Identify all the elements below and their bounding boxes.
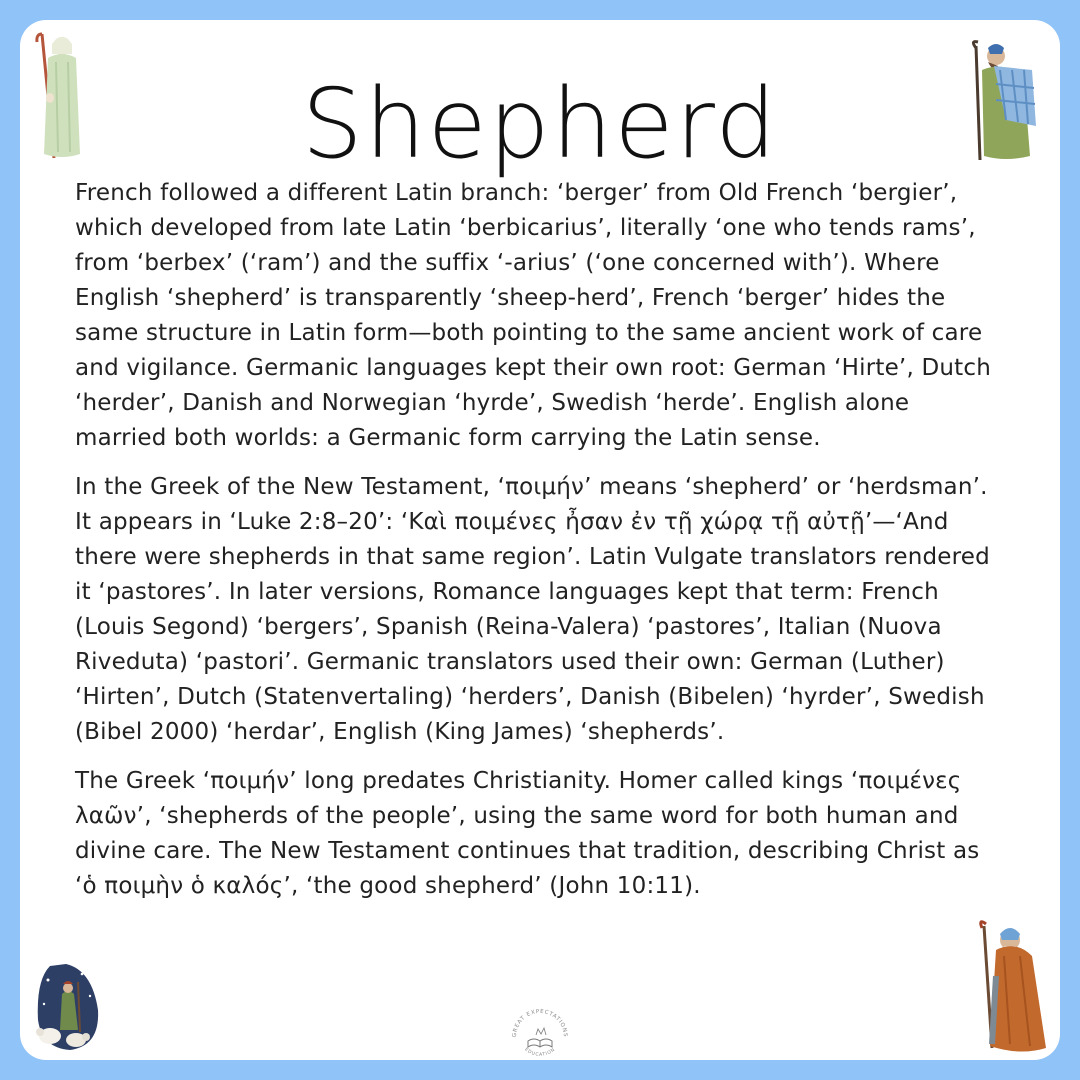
page-title: Shepherd [301, 68, 779, 180]
content-card [20, 20, 1060, 1060]
paragraph-etymology: French followed a different Latin branch: ‘berger’ from Old French ‘bergier’, which developed from late Latin ‘berbicarius’, literally ‘one who tends rams’, from ‘berbex’ (‘ram’) and the suffix ‘-arius’ (‘one concerned with’). Where English ‘shepherd’ is transparently ‘sheep-herd’, French ‘berger’ hides the same structure in Latin form—both pointing to the same ancient work of care and vigilance. Germanic languages kept their own root: German ‘Hirte’, Dutch ‘herder’, Danish and Norwegian ‘hyrde’, Swedish ‘herde’. English alone married both worlds: a Germanic form carrying the Latin sense. [75, 180, 991, 451]
logo-bottom-text: EDUCATION [523, 1047, 557, 1058]
open-book-icon [528, 1028, 552, 1047]
body-text [75, 176, 1005, 918]
svg-text:GREAT EXPECTATIONS [512, 1009, 568, 1038]
shepherd-with-sheep-illustration [30, 960, 104, 1052]
education-logo [508, 1003, 572, 1060]
paragraph-new-testament: In the Greek of the New Testament, ‘ποιμήν’ means ‘shepherd’ or ‘herdsman’. It appears in ‘Luke 2:8–20’: ‘Καὶ ποιμένες ἦσαν ἐν τῇ χώρᾳ τῇ αὐτῇ’—‘And there were shepherds in that same region’. Latin Vulgate translators rendered it ‘pastores’. In later versions, Romance languages kept that term: French (Louis Segond) ‘bergers’, Spanish (Reina-Valera) ‘pastores’, Italian (Nuova Riveduta) ‘pastori’. Germanic translators used their own: German (Luther) ‘Hirten’, Dutch (Statenvertaling) ‘herders’, Danish (Bibelen) ‘hyrder’, Swedish (Bibel 2000) ‘herdar’, English (King James) ‘shepherds’. [75, 474, 990, 745]
paragraph-homer: The Greek ‘ποιμήν’ long predates Christianity. Homer called kings ‘ποιμένες λαῶν’, ‘shepherds of the people’, using the same word for both human and divine care. The New Testament continues that tradition, describing Christ as ‘ὁ ποιμὴν ὁ καλός’, ‘the good shepherd’ (John 10:11). [75, 768, 980, 899]
logo-top-text: GREAT EXPECTATIONS [511, 1008, 569, 1038]
shepherd-illustration-bottom-right [970, 916, 1056, 1058]
svg-text:EDUCATION [523, 1047, 556, 1058]
